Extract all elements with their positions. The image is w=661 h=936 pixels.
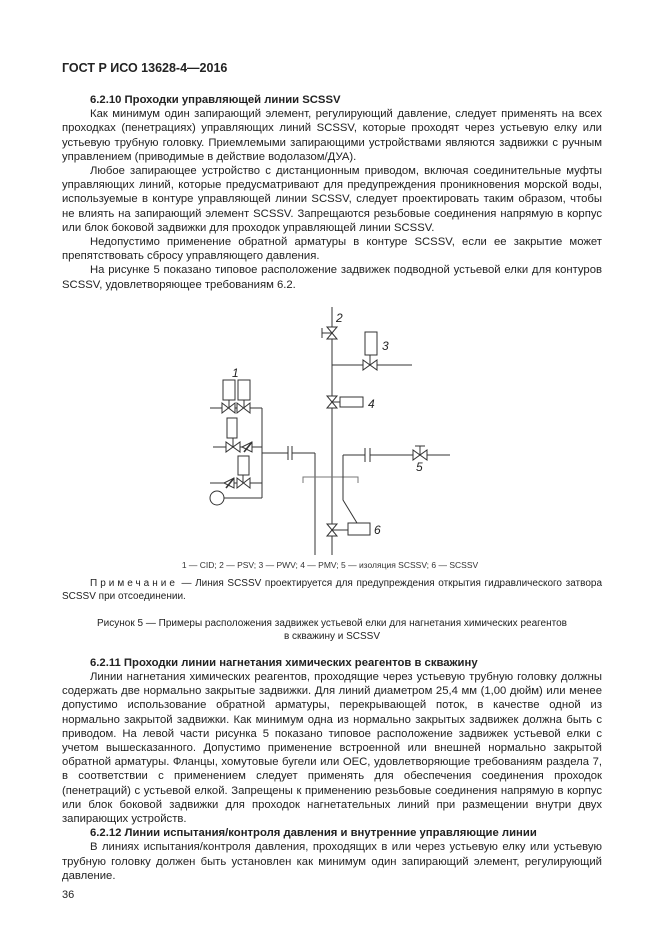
valve-pmv	[327, 396, 363, 408]
label-6: 6	[374, 522, 381, 537]
valve-pwv	[332, 332, 412, 370]
label-3: 3	[382, 338, 389, 353]
figure-area	[160, 300, 500, 558]
valve-scssv	[327, 455, 370, 536]
main-bore-line	[262, 307, 358, 555]
paragraph: Недопустимо применение обратной арматуры в контуре SCSSV, если ее закрытие может препятствовать сбросу управляющего давления.	[62, 236, 602, 263]
caption-line: в скважину и SCSSV	[283, 630, 381, 642]
section-6-2-11	[62, 656, 602, 883]
section-heading: 6.2.10 Проходки управляющей линии SCSSV	[90, 94, 341, 106]
paragraph: В линиях испытания/контроля давления, проходящих в или через устьевую елку или устьевую трубную головку должен быть установлен как минимум один запирающий элемент, регулирующий давление.	[62, 841, 602, 882]
paragraph: Линии нагнетания химических реагентов, проходящие через устьевую трубную головку должны содержать две нормально закрытые задвижки. Для линий диаметром 25,4 мм (1,00 дюйм) или менее допустимо использование обратной арматуры, перекрывающей поток, в качестве одной из нормально закрытой задвижки. Как минимум одна из нормально закрытых задвижек должна быть с приводом. На левой части рисунка 5 показано типовое расположение задвижек устьевой елки с учетом вышесказанного. Допустимо применение встроенной или внешней нормально закрытой обратной арматуры. Фланцы, хомутовые бугели или ОЕС, удовлетворяющие требованиям раздела 7, в соответствии с применением следует применять для обеспечения соединения проходок (пенетраций) с устьевой елкой. Запрещены к применению резьбовые соединения напрямую в корпус или блок боковой задвижки для проходок нагнетательных линий при размещении внутри двух запирающих устройств.	[62, 671, 602, 826]
section-6-2-10	[62, 93, 602, 292]
label-2: 2	[336, 310, 343, 325]
valve-psv	[322, 327, 337, 339]
section-heading: 6.2.12 Линии испытания/контроля давления и внутренние управляющие линии	[90, 827, 537, 840]
valve-diagram	[160, 300, 500, 558]
page-number: 36	[62, 889, 75, 902]
paragraph: Любое запирающее устройство с дистанционным приводом, включая соединительные муфты управляющих линий, которые предусматривают для предупреждения проникновения морской воды, используемые в контуре управляющей линии SCSSV, следует проектировать таким образом, чтобы не влиять на запирающий элемент SCSSV. Запрещаются резьбовые соединения напрямую в корпус или блок боковой задвижки для проходок управляющей линии SCSSV.	[62, 165, 602, 234]
label-4: 4	[368, 396, 375, 411]
figure-caption	[62, 617, 602, 643]
paragraph: На рисунке 5 показано типовое расположение задвижек подводной устьевой елки для контуров SCSSV, удовлетворяющее требованиям 6.2.	[62, 264, 602, 291]
valve-scssv-isolation	[343, 446, 450, 462]
section-heading: 6.2.11 Проходки линии нагнетания химических реагентов в скважину	[90, 656, 478, 669]
label-1: 1	[232, 365, 239, 380]
paragraph: Как минимум один запирающий элемент, регулирующий давление, следует применять на всех проходках (пенетрациях) управляющих линий SCSSV, которые проходят через устьевую елку или устьевую трубную головку. Приемлемыми запирающими устройствами являются задвижки с ручным управлением (приводимые в действие водолазом/ДУА).	[62, 108, 602, 163]
label-5: 5	[416, 459, 423, 474]
figure-note	[62, 577, 602, 603]
note-text: — Линия SCSSV проектируется для предупреждения открытия гидравлического затвора SCSSV при отсоединении.	[62, 577, 602, 602]
caption-line: Рисунок 5 — Примеры расположения задвижек устьевой елки для нагнетания химических реагентов	[97, 617, 567, 629]
note-label: Примечание	[90, 577, 178, 589]
valve-cid-group	[210, 380, 262, 505]
figure-legend: 1 — CID; 2 — PSV; 3 — PWV; 4 — PMV; 5 — изоляция SCSSV; 6 — SCSSV	[181, 559, 479, 570]
document-header: ГОСТ Р ИСО 13628-4—2016	[62, 61, 228, 75]
